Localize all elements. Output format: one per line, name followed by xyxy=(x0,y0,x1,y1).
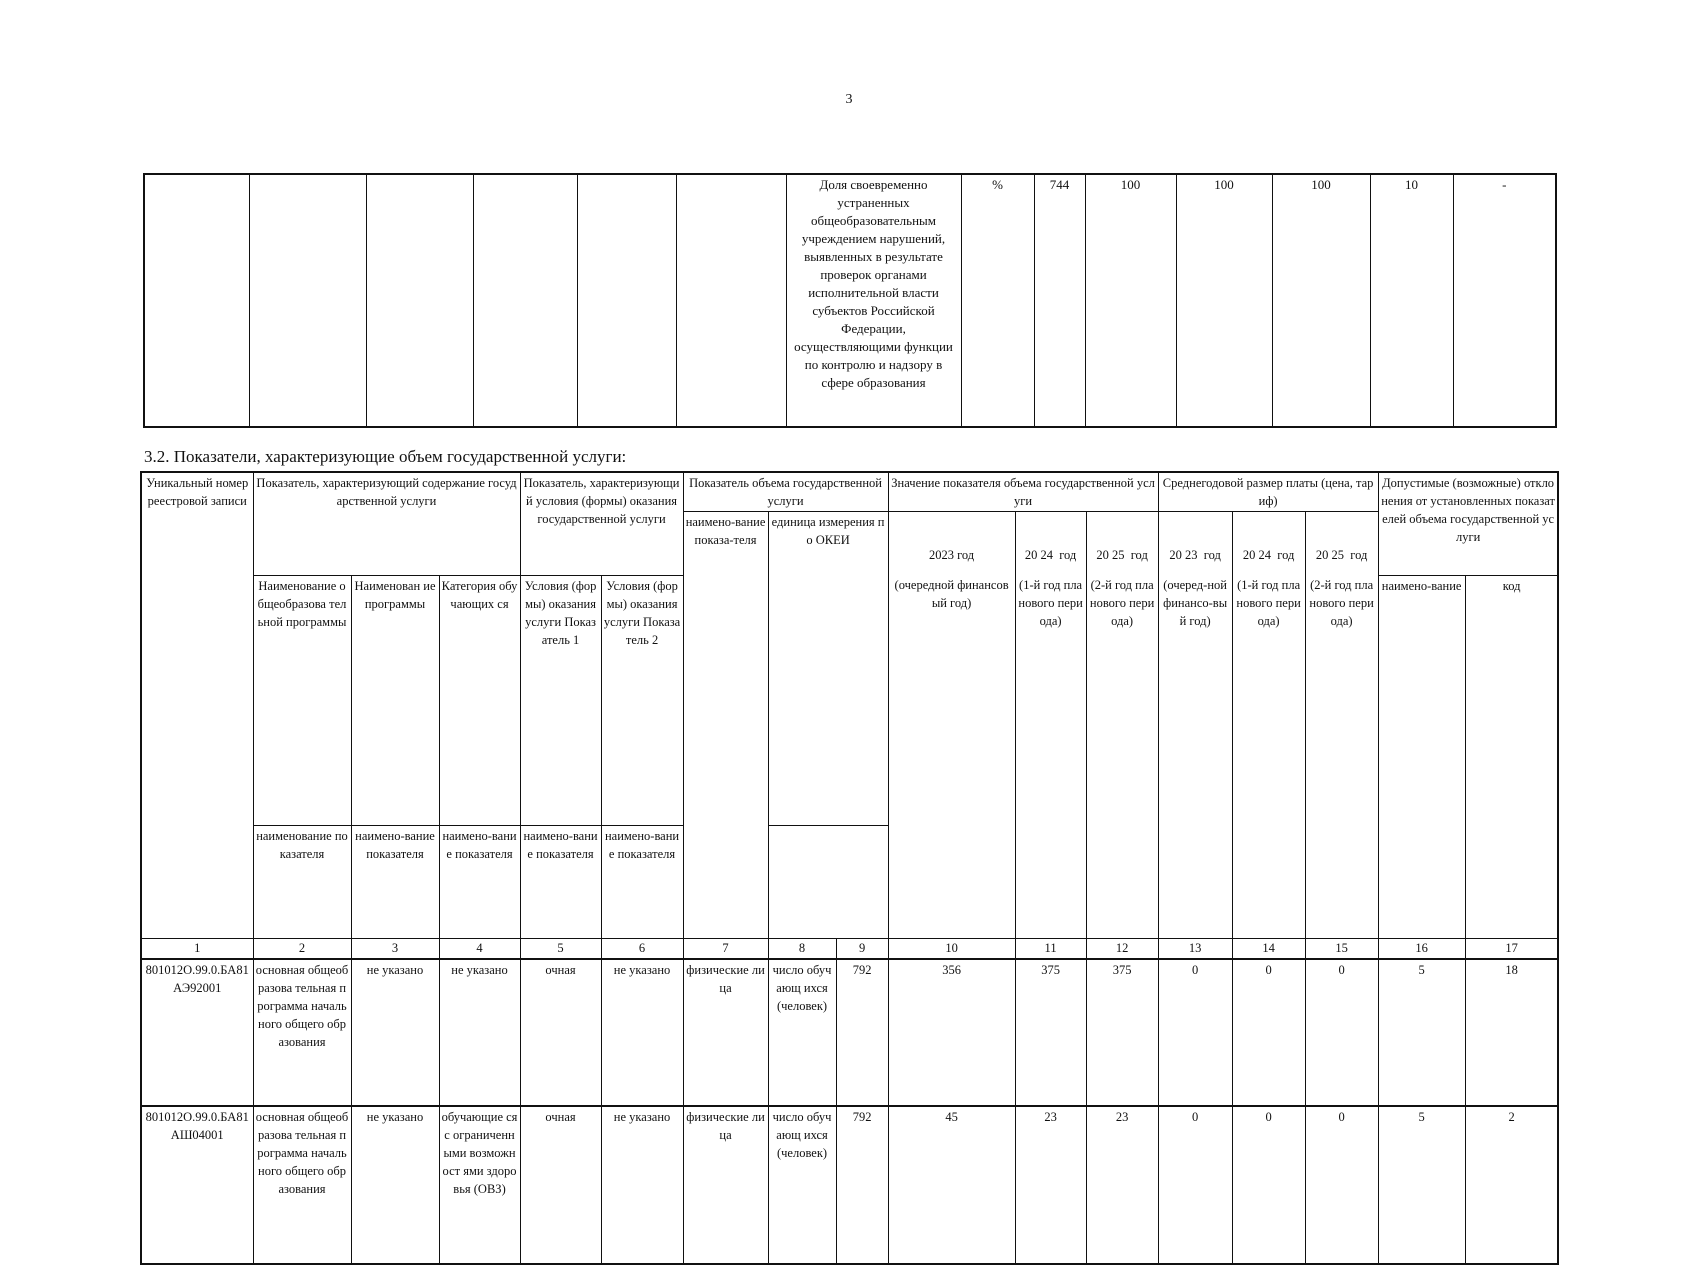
year-2024-note: (1-й год планового периода) xyxy=(1018,578,1083,628)
fee-2023-note: (очеред-ной финансо-вый год) xyxy=(1163,578,1228,628)
year-suffix: 24 xyxy=(1258,548,1271,562)
table-cell: не указано xyxy=(439,959,520,1106)
column-number: 12 xyxy=(1086,939,1158,959)
table-cell: 0 xyxy=(1305,959,1378,1106)
header-name-of-indicator: наимено-вание показателя xyxy=(520,825,601,938)
column-number: 5 xyxy=(520,939,601,959)
year-prefix: 20 xyxy=(1315,548,1329,562)
table-cell: 792 xyxy=(836,1106,888,1264)
table-cell: очная xyxy=(520,959,601,1106)
column-number: 15 xyxy=(1305,939,1378,959)
quality-deviation-percent: 10 xyxy=(1370,174,1453,427)
quality-value-2024: 100 xyxy=(1176,174,1272,427)
header-condition-1: Условия (формы) оказания услуги Показатель 1 xyxy=(520,576,601,826)
table-cell: 792 xyxy=(836,959,888,1106)
table-cell: основная общеобразова тельная программа начального общего образования xyxy=(253,959,351,1106)
header-unique-number: Уникальный номер реестровой записи xyxy=(141,472,253,939)
header-okei-unit: единица измерения по ОКЕИ xyxy=(768,512,888,826)
fee-2025-note: (2-й год планового периода) xyxy=(1309,578,1374,628)
column-number: 10 xyxy=(888,939,1015,959)
header-year-2025 xyxy=(1086,512,1158,939)
table-cell: физические лица xyxy=(683,1106,768,1264)
header-unit-name: наимено-вание xyxy=(1378,576,1465,939)
year-word: год xyxy=(1277,548,1295,562)
year-prefix: 20 xyxy=(1024,548,1038,562)
table-cell: 375 xyxy=(1086,959,1158,1106)
year-suffix: 25 xyxy=(1111,548,1125,562)
empty-cell xyxy=(676,174,786,427)
year-2023-label: 2023 год xyxy=(928,548,975,562)
column-number: 3 xyxy=(351,939,439,959)
fee-2024-note: (1-й год планового периода) xyxy=(1236,578,1301,628)
quality-indicator-unit: % xyxy=(961,174,1034,427)
column-number: 7 xyxy=(683,939,768,959)
column-number: 16 xyxy=(1378,939,1465,959)
quality-value-2023: 100 xyxy=(1085,174,1176,427)
column-number: 1 xyxy=(141,939,253,959)
header-program: Наименован ие программы xyxy=(351,576,439,826)
column-number: 6 xyxy=(601,939,683,959)
table-cell: 356 xyxy=(888,959,1015,1106)
table-cell: не указано xyxy=(351,959,439,1106)
quality-deviation-absolute: - xyxy=(1453,174,1556,427)
header-volume-value: Значение показателя объема государственной услуги xyxy=(888,472,1158,512)
table-cell: 5 xyxy=(1378,959,1465,1106)
table-cell: 801012О.99.0.БА81АШ04001 xyxy=(141,1106,253,1264)
header-indicator-name: наимено-вание показа-теля xyxy=(683,512,768,939)
table-cell: 0 xyxy=(1305,1106,1378,1264)
quality-value-2025: 100 xyxy=(1272,174,1370,427)
empty-cell xyxy=(144,174,249,427)
empty-cell xyxy=(473,174,577,427)
column-number: 14 xyxy=(1232,939,1305,959)
table-cell: обучающие ся с ограниченн ыми возможност ями здоровья (ОВЗ) xyxy=(439,1106,520,1264)
year-suffix: 25 xyxy=(1331,548,1344,562)
column-number: 13 xyxy=(1158,939,1232,959)
table-cell: 375 xyxy=(1015,959,1086,1106)
header-name-of-indicator: наимено-вание показателя xyxy=(351,825,439,938)
section-title: 3.2. Показатели, характеризующие объем государственной услуги: xyxy=(144,447,627,466)
column-numbers-row xyxy=(141,939,1558,959)
table-cell: 45 xyxy=(888,1106,1015,1264)
table-cell: 0 xyxy=(1158,959,1232,1106)
table-cell: физические лица xyxy=(683,959,768,1106)
header-name-of-indicator: наимено-вание показателя xyxy=(601,825,683,938)
empty-cell xyxy=(249,174,366,427)
empty-cell xyxy=(366,174,473,427)
header-condition-2: Условия (формы) оказания услуги Показатель 2 xyxy=(601,576,683,826)
header-fee-2024 xyxy=(1232,512,1305,939)
header-program-name: Наименование общеобразова тельной программы xyxy=(253,576,351,826)
year-word: год xyxy=(1059,548,1077,562)
year-suffix: 23 xyxy=(1185,548,1198,562)
header-fee-2023 xyxy=(1158,512,1232,939)
table-cell: 18 xyxy=(1465,959,1558,1106)
table-cell: 2 xyxy=(1465,1106,1558,1264)
column-number: 2 xyxy=(253,939,351,959)
table-cell: не указано xyxy=(601,1106,683,1264)
table-cell: очная xyxy=(520,1106,601,1264)
column-number: 4 xyxy=(439,939,520,959)
table-cell: число обучающ ихся (человек) xyxy=(768,959,836,1106)
table-cell: 5 xyxy=(1378,1106,1465,1264)
table-cell: 0 xyxy=(1232,1106,1305,1264)
header-allowed-deviations: Допустимые (возможные) отклонения от установленных показателей объема государственной услуги xyxy=(1378,472,1558,576)
header-name-of-indicator: наименование показателя xyxy=(253,825,351,938)
top-continuation-table xyxy=(143,173,1557,428)
column-number: 17 xyxy=(1465,939,1558,959)
table-cell: число обучающ ихся (человек) xyxy=(768,1106,836,1264)
table-cell: основная общеобразова тельная программа начального общего образования xyxy=(253,1106,351,1264)
empty-cell xyxy=(577,174,676,427)
year-prefix: 20 xyxy=(1096,548,1109,562)
table-cell: 0 xyxy=(1232,959,1305,1106)
table-cell: не указано xyxy=(351,1106,439,1264)
table-cell: не указано xyxy=(601,959,683,1106)
year-prefix: 20 xyxy=(1169,548,1182,562)
column-number: 8 xyxy=(768,939,836,959)
header-year-2024 xyxy=(1015,512,1086,939)
header-unit-code: код xyxy=(1465,576,1558,939)
header-fee-2025 xyxy=(1305,512,1378,939)
quality-indicator-name: Доля своевременно устраненных общеобразовательным учреждением нарушений, выявленных в результате проверок органами исполнительной власти субъектов Российской Федерации, осуществляющими функции по контролю и надзору в сфере образования xyxy=(786,174,961,427)
table-cell: 801012О.99.0.БА81АЭ92001 xyxy=(141,959,253,1106)
page-number: 3 xyxy=(845,92,853,107)
year-suffix: 24 xyxy=(1040,548,1053,562)
year-2023-note: (очередной финансовый год) xyxy=(894,578,1009,610)
year-word: год xyxy=(1203,548,1221,562)
table-row xyxy=(141,959,1558,1106)
header-name-of-indicator: наимено-вание показателя xyxy=(439,825,520,938)
quality-indicator-code: 744 xyxy=(1034,174,1085,427)
volume-indicators-table xyxy=(140,471,1559,1265)
header-conditions-indicator: Показатель, характеризующий условия (формы) оказания государственной услуги xyxy=(520,472,683,576)
column-number: 9 xyxy=(836,939,888,959)
header-content-indicator: Показатель, характеризующий содержание государственной услуги xyxy=(253,472,520,576)
table-row xyxy=(141,1106,1558,1264)
column-number: 11 xyxy=(1015,939,1086,959)
table-cell: 23 xyxy=(1086,1106,1158,1264)
year-word: год xyxy=(1350,548,1368,562)
header-average-fee: Среднегодовой размер платы (цена, тариф) xyxy=(1158,472,1378,512)
table-cell: 23 xyxy=(1015,1106,1086,1264)
header-year-2023 xyxy=(888,512,1015,939)
year-word: год xyxy=(1130,548,1148,562)
table-cell: 0 xyxy=(1158,1106,1232,1264)
year-prefix: 20 xyxy=(1242,548,1256,562)
header-volume-indicator: Показатель объема государственной услуги xyxy=(683,472,888,512)
header-student-category: Категория обучающих ся xyxy=(439,576,520,826)
year-2025-note: (2-й год планового периода) xyxy=(1089,578,1155,628)
